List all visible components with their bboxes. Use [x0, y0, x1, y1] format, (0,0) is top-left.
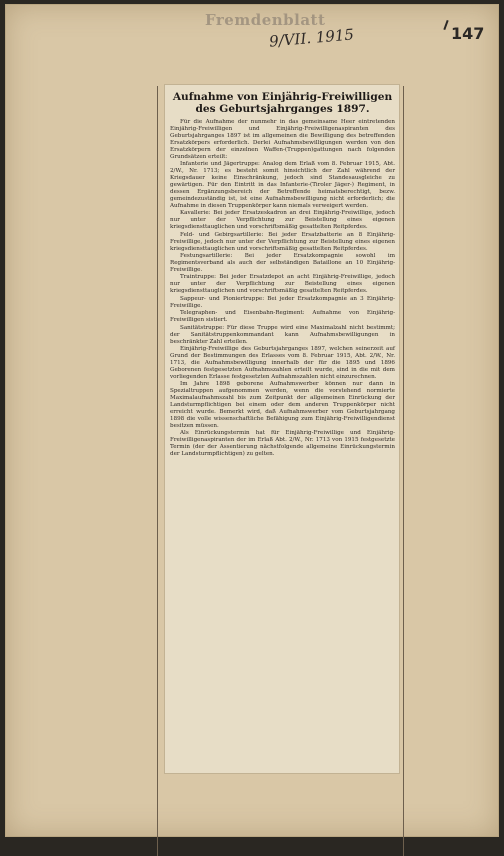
- article-body: [170, 119, 395, 458]
- article-paragraph: Einjährig-Freiwillige des Geburtsjahrganges 1897, welchen seinerzeit auf Grund der Bestimmungen des Erlasses vom 8. Februar 1915, Abt. 2/W., Nr. 1713, die Aufnahmsbewilligung innerhalb der für die 1895 und 1896 Geborenen festgesetzten Aufnahmszahlen erteilt wurde, sind in die mit dem vorliegenden Erlasse festgesetzten Aufnahmszahlen nicht einzurechnen.: [170, 346, 395, 380]
- article-paragraph: Sappeur- und Pioniertruppe: Bei jeder Ersatzkompagnie an 3 Einjährig-Freiwillige.: [170, 295, 395, 309]
- article-paragraph: Für die Aufnahme der nunmehr in das gemeinsame Heer eintretenden Einjährig-Freiwilligen und Einjährig-Freiwilligenaspiranten des Geburtsjahrganges 1897 ist im allgemeinen die Bewilligung des betreffenden Ersatzkörpers erforderlich. Derlei Aufnahmsbewilligungen werden von den Ersatzkörpern der einzelnen Waffen-(Truppen)gattungen nach folgenden Grundsätzen erteilt:: [170, 119, 395, 160]
- article-title: Aufnahme von Einjährig-Freiwilligen des Geburtsjahrganges 1897.: [172, 91, 393, 115]
- pencil-tick-mark: [443, 20, 448, 30]
- margin-line-left: [157, 86, 158, 856]
- article-paragraph: Traintruppe: Bei jeder Ersatzdepot an acht Einjährig-Freiwillige, jedoch nur unter der Verpflichtung zur Beistellung eines eigenen kriegsdiensttauglichen und vorschriftsmäßig gesattelten Reitpferdes.: [170, 274, 395, 295]
- article-paragraph: Feld- und Gebirgsartillerie: Bei jeder Ersatzbatterie an 8 Einjährig-Freiwillige, jedoch nur unter der Verpflichtung zur Beistellung eines eigenen kriegsdiensttauglichen und vorschriftsmäßig gesattelten Reitpferdes.: [170, 231, 395, 252]
- article-paragraph: Festungsartillerie: Bei jeder Ersatzkompagnie sowohl im Regimentsverband als auch der selbständigen Bataillone an 10 Einjährig-Freiwillige.: [170, 253, 395, 274]
- margin-line-right: [403, 86, 404, 856]
- newspaper-clipping: [164, 84, 400, 774]
- article-paragraph: Telegraphen- und Eisenbahn-Regiment: Aufnahme von Einjährig-Freiwilligen sistiert.: [170, 310, 395, 324]
- article-paragraph: Infanterie und Jägertruppe: Analog dem Erlaß vom 8. Februar 1915, Abt. 2/W., Nr. 1713; es besteht somit hinsichtlich der Zahl während der Kriegsdauer keine Einschränkung, jedoch sind Standesausgleiche zu gewärtigen. Für den Eintritt in das Infanterie-(Tiroler Jäger-) Regiment, in dessen Ergänzungsbereich der Betreffende heimatsberechtigt, bezw. gemeindezuständig ist, ist eine Aufnahmsbewilligung nicht erforderlich; die Aufnahme in diesen Truppenkörper kann niemals verweigert werden.: [170, 161, 395, 209]
- article-paragraph: Im Jahre 1898 geborene Aufnahmswerber können nur dann in Spezialtruppen aufgenommen werden, wenn die vorstehend normierte Maximalaufnahmszahl bis zum Zeitpunkt der allgemeinen Einrückung der Landsturmpflichtigen bei einem oder dem anderen Truppenkörper nicht erreicht wurde. Bemerkt wird, daß Aufnahmswerber vom Geburtsjahrgang 1898 die volle wissenschaftliche Befähigung zum Einjährig-Freiwilligendienst besitzen müssen.: [170, 381, 395, 429]
- newspaper-stamp: Fremdenblatt: [205, 11, 326, 29]
- article-paragraph: Kavallerie: Bei jeder Ersatzeskadron an drei Einjährig-Freiwillige, jedoch nur unter der Verpflichtung zur Beistellung eines eigenen kriegsdiensttauglichen und vorschriftsmäßig gesattelten Reitpferdes.: [170, 210, 395, 231]
- article-paragraph: Sanitätstruppe: Für diese Truppe wird eine Maximalzahl nicht bestimmt; der Sanitätstruppenkommandant kann Aufnahmsbewilligungen in beschränkter Zahl erteilen.: [170, 324, 395, 345]
- article-paragraph: Als Einrückungstermin hat für Einjährig-Freiwillige und Einjährig-Freiwilligenaspiranten der im Erlaß Abt. 2/W., Nr. 1713 von 1915 festgesetzte Termin (der der Assentierung nächstfolgende allgemeine Einrückungstermin der Landsturmpflichtigen) zu gelten.: [170, 430, 395, 458]
- page-number: 147: [451, 24, 485, 43]
- handwritten-date: 9/VII. 1915: [268, 25, 355, 51]
- archive-sheet: [5, 4, 499, 837]
